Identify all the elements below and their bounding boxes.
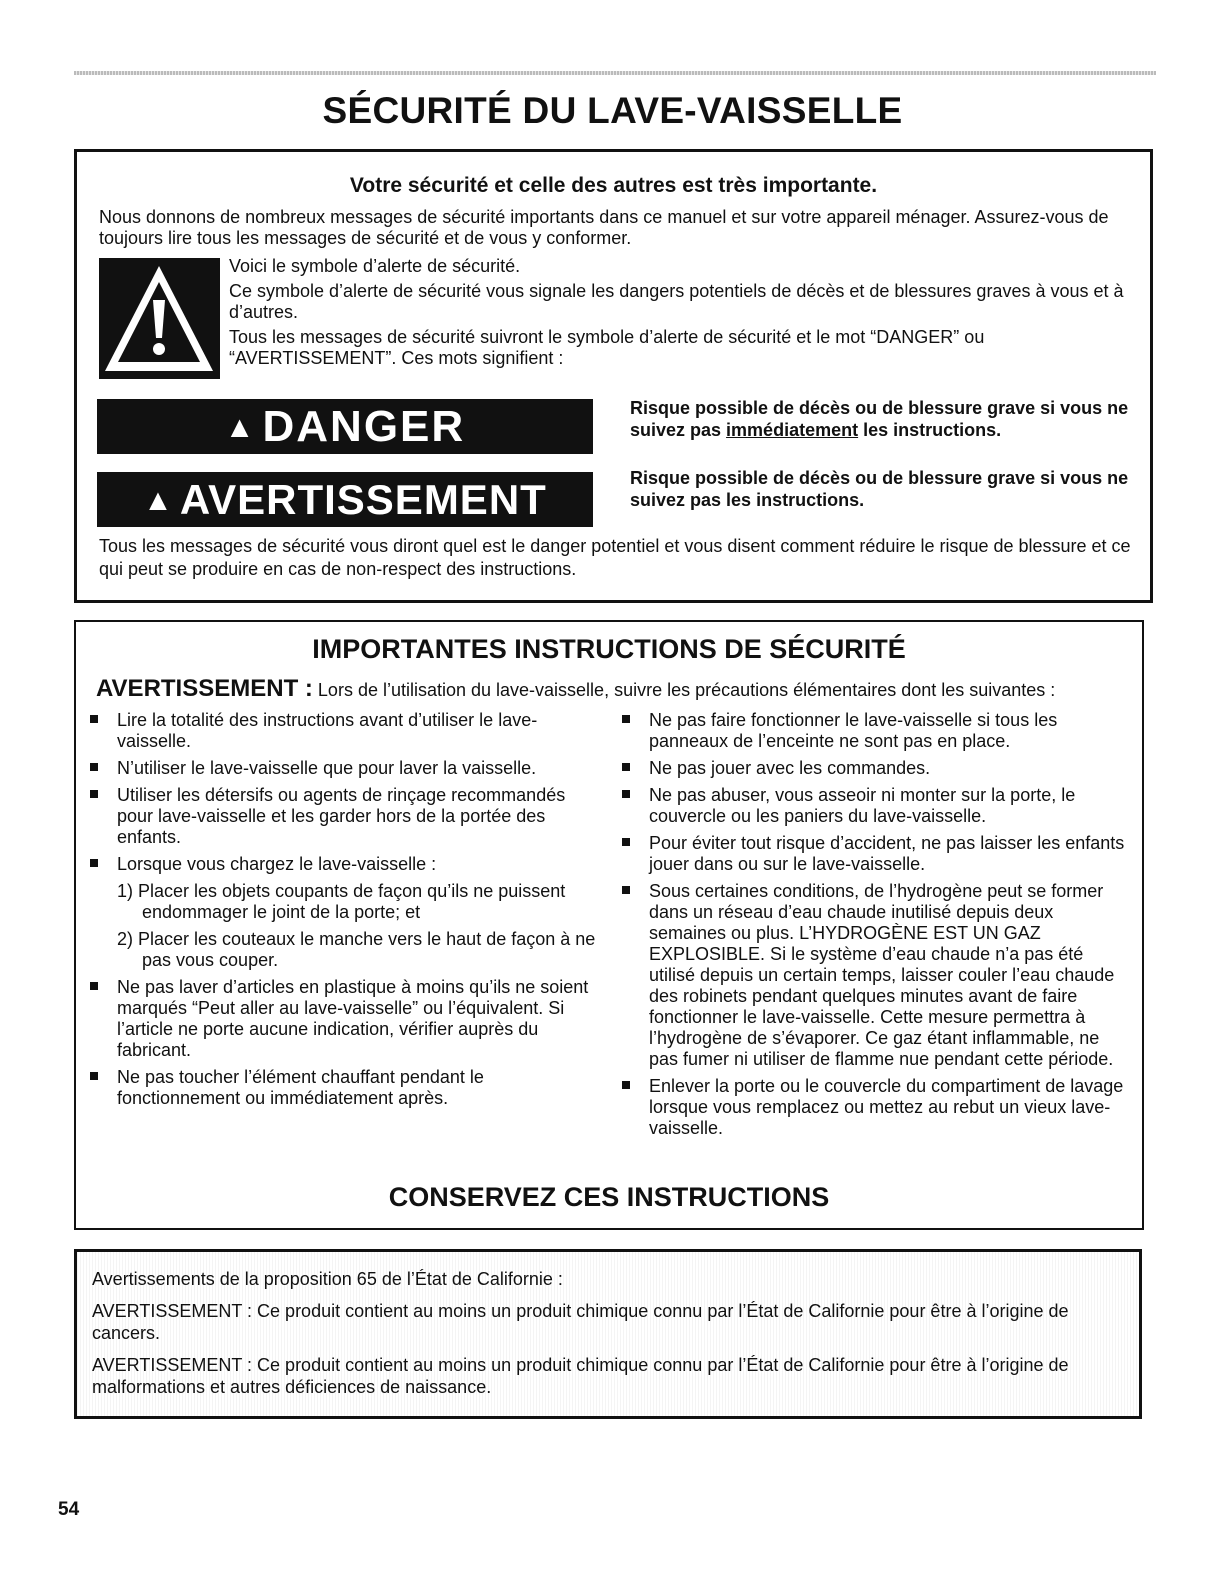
list-item (622, 758, 1132, 779)
prop65-warning-box (74, 1249, 1142, 1419)
list-item-text: Ne pas abuser, vous asseoir ni monter sur la porte, le couvercle ou les paniers du lave-vaisselle. (649, 785, 1076, 826)
square-bullet (622, 838, 630, 846)
warning-triangle-icon: ▲ (224, 411, 257, 444)
list-item-text: Ne pas laver d’articles en plastique à moins qu’ils ne soient marqués “Peut aller au lave-vaisselle” ou l’équivalent. Si l’article ne porte aucune indication, vérifier auprès du fabricant. (117, 977, 589, 1060)
sub-list-item-text: 1) Placer les objets coupants de façon qu’ils ne puissent endommager le joint de la porte; et (117, 881, 566, 922)
list-item-text: Lire la totalité des instructions avant d’utiliser le lave-vaisselle. (117, 710, 538, 751)
list-item-text: Utiliser les détersifs ou agents de rinçage recommandés pour lave-vaisselle et les garder hors de la portée des enfants. (117, 785, 566, 847)
page-number: 54 (58, 1499, 80, 1520)
list-item-text: Lorsque vous chargez le lave-vaisselle : (117, 854, 437, 874)
safety-closing: Tous les messages de sécurité vous diront quel est le danger potentiel et vous disent comment réduire le risque de blessure et ce qui peut se produire en cas de non-respect des instructions. (99, 536, 1131, 579)
square-bullet (622, 1081, 630, 1089)
square-bullet (622, 715, 630, 723)
page-title: SÉCURITÉ DU LAVE-VAISSELLE (322, 90, 903, 131)
list-item-text: Enlever la porte ou le couvercle du compartiment de lavage lorsque vous remplacez ou mettez au rebut un vieux lave-vaisselle. (649, 1076, 1124, 1138)
instructions-warning (96, 675, 1136, 703)
alert-explanation (229, 256, 1129, 373)
prop65-warning-birth-defects: AVERTISSEMENT : Ce produit contient au moins un produit chimique connu par l’État de Californie pour être à l’origine de malformations et autres déficiences de naissance. (92, 1355, 1069, 1397)
warning-description: Risque possible de décès ou de blessure grave si vous ne suivez pas les instructions. (630, 468, 1129, 510)
list-item-text: N’utiliser le lave-vaisselle que pour laver la vaisselle. (117, 758, 537, 778)
alert-line: Voici le symbole d’alerte de sécurité. (229, 256, 521, 276)
danger-desc-emphasis: immédiatement (726, 420, 859, 440)
instructions-warning-text: Lors de l’utilisation du lave-vaisselle, suivre les précautions élémentaires dont les suivantes : (317, 680, 1056, 700)
list-item (90, 710, 600, 752)
instructions-warning-label: AVERTISSEMENT : (96, 675, 313, 702)
safety-alert-icon (99, 258, 220, 379)
square-bullet (622, 763, 630, 771)
warning-signal-word (97, 472, 593, 527)
list-item-text: Ne pas jouer avec les commandes. (649, 758, 931, 778)
list-item (90, 758, 600, 779)
alert-line: Ce symbole d’alerte de sécurité vous signale les dangers potentiels de décès et de blessures graves à vous et à d’autres. (229, 281, 1124, 322)
alert-line: Tous les messages de sécurité suivront le symbole d’alerte de sécurité et le mot “DANGER” ou “AVERTISSEMENT”. Ces mots signifient : (229, 327, 985, 368)
safety-intro: Nous donnons de nombreux messages de sécurité importants dans ce manuel et sur votre appareil ménager. Assurez-vous de toujours lire tous les messages de sécurité et de vous y conformer. (99, 207, 1109, 248)
sub-list-item (90, 881, 600, 923)
list-item-text: Pour éviter tout risque d’accident, ne pas laisser les enfants jouer dans ou sur le lave-vaisselle. (649, 833, 1125, 874)
sub-list-item (90, 929, 600, 971)
important-instructions-box (74, 620, 1144, 1230)
safety-message-box (74, 149, 1153, 603)
list-item (622, 833, 1132, 875)
prop65-warning-cancer: AVERTISSEMENT : Ce produit contient au moins un produit chimique connu par l’État de Californie pour être à l’origine de cancers. (92, 1301, 1069, 1343)
prop65-heading: Avertissements de la proposition 65 de l’État de Californie : (92, 1269, 563, 1289)
top-rule (74, 71, 1156, 75)
square-bullet (90, 1072, 98, 1080)
square-bullet (90, 763, 98, 771)
safety-lead: Votre sécurité et celle des autres est très importante. (349, 174, 878, 197)
list-item (622, 785, 1132, 827)
square-bullet (90, 859, 98, 867)
square-bullet (90, 790, 98, 798)
list-item (622, 881, 1132, 1070)
danger-description (630, 397, 1140, 441)
list-item-text: Ne pas toucher l’élément chauffant pendant le fonctionnement ou immédiatement après. (117, 1067, 484, 1108)
danger-label: DANGER (262, 402, 466, 451)
list-item-text: Ne pas faire fonctionner le lave-vaisselle si tous les panneaux de l’enceinte ne sont pas en place. (649, 710, 1058, 751)
list-item (90, 854, 600, 875)
list-item (622, 1076, 1132, 1139)
danger-signal-word (97, 399, 593, 454)
save-instructions-heading: CONSERVEZ CES INSTRUCTIONS (388, 1182, 830, 1212)
square-bullet (622, 886, 630, 894)
list-item (90, 785, 600, 848)
list-item (90, 977, 600, 1061)
list-item (622, 710, 1132, 752)
square-bullet (90, 982, 98, 990)
warning-triangle-icon: ▲ (143, 484, 174, 517)
square-bullet (622, 790, 630, 798)
list-item-text: Sous certaines conditions, de l’hydrogène peut se former dans un réseau d’eau chaude inutilisé depuis deux semaines ou plus. L’HYDROGÈNE EST UN GAZ EXPLOSIBLE. Si le système d’eau chaude n’a pas été utilisé depuis un certain temps, laisser couler l’eau chaude des robinets pendant quelques minutes avant de faire fonctionner le lave-vaisselle. Cette mesure permettra à l’hydrogène de s’évaporer. Ce gaz étant inflammable, ne pas fumer ni utiliser de flamme nue pendant cette période. (649, 881, 1115, 1069)
danger-desc-text: Risque possible de décès ou de blessure grave si vous ne suivez pas (630, 398, 1129, 440)
instructions-title: IMPORTANTES INSTRUCTIONS DE SÉCURITÉ (312, 634, 906, 664)
danger-desc-end: les instructions. (858, 420, 1002, 440)
square-bullet (90, 715, 98, 723)
warning-label: AVERTISSEMENT (179, 476, 547, 523)
instructions-right-column (622, 710, 1132, 1145)
list-item (90, 1067, 600, 1109)
sub-list-item-text: 2) Placer les couteaux le manche vers le haut de façon à ne pas vous couper. (117, 929, 596, 970)
prop65-content (92, 1268, 1122, 1408)
instructions-left-column (90, 710, 600, 1115)
